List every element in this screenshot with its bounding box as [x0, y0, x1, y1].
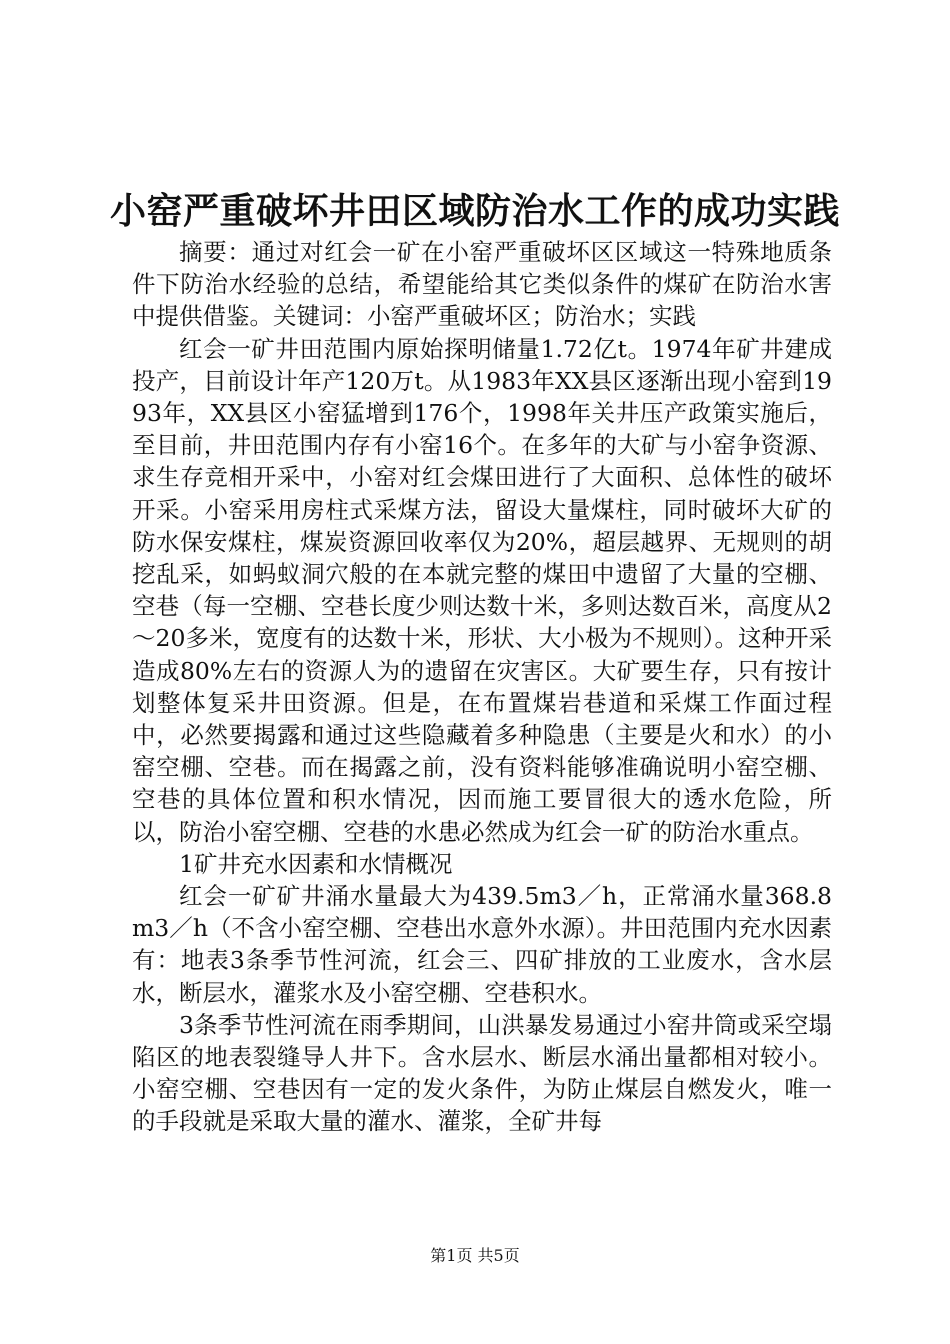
document-body: [132, 236, 832, 1138]
body-paragraph: 红会一矿井田范围内原始探明储量1.72亿t。1974年矿井建成投产，目前设计年产120万t。从1983年XX县区逐渐出现小窑到1993年，XX县区小窑猛增到176个，1998年关井压产政策实施后，至目前，井田范围内存有小窑16个。在多年的大矿与小窑争资源、求生存竞相开采中，小窑对红会煤田进行了大面积、总体性的破坏开采。小窑采用房柱式采煤方法，留设大量煤柱，同时破坏大矿的防水保安煤柱，煤炭资源回收率仅为20%，超层越界、无规则的胡挖乱采，如蚂蚁洞穴般的在本就完整的煤田中遗留了大量的空棚、空巷（每一空棚、空巷长度少则达数十米，多则达数百米，高度从2～20多米，宽度有的达数十米，形状、大小极为不规则）。这种开采造成80%左右的资源人为的遗留在灾害区。大矿要生存，只有按计划整体复采井田资源。但是，在布置煤岩巷道和采煤工作面过程中，必然要揭露和通过这些隐藏着多种隐患（主要是火和水）的小窑空棚、空巷。而在揭露之前，没有资料能够准确说明小窑空棚、空巷的具体位置和积水情况，因而施工要冒很大的透水危险，所以，防治小窑空棚、空巷的水患必然成为红会一矿的防治水重点。: [132, 334, 832, 846]
page-footer: 第1页 共5页: [430, 1246, 520, 1265]
abstract-paragraph: 摘要：通过对红会一矿在小窑严重破坏区区域这一特殊地质条件下防治水经验的总结，希望能给其它类似条件的煤矿在防治水害中提供借鉴。关键词：小窑严重破坏区；防治水；实践: [132, 238, 832, 331]
body-paragraph: 3条季节性河流在雨季期间，山洪暴发易通过小窑井筒或采空塌陷区的地表裂缝导人井下。含水层水、断层水涌出量都相对较小。小窑空棚、空巷因有一定的发火条件，为防止煤层自燃发火，唯一的手段就是采取大量的灌水、灌浆，全矿井每: [132, 1010, 832, 1136]
document-title: 小窑严重破坏井田区域防治水工作的成功实践: [109, 190, 840, 232]
body-paragraph: 红会一矿矿井涌水量最大为439.5m3／h，正常涌水量368.8m3／h（不含小窑空棚、空巷出水意外水源）。井田范围内充水因素有：地表3条季节性河流，红会三、四矿排放的工业废水，含水层水，断层水，灌浆水及小窑空棚、空巷积水。: [132, 882, 832, 1007]
section-heading: 1矿井充水因素和水情概况: [179, 849, 453, 878]
